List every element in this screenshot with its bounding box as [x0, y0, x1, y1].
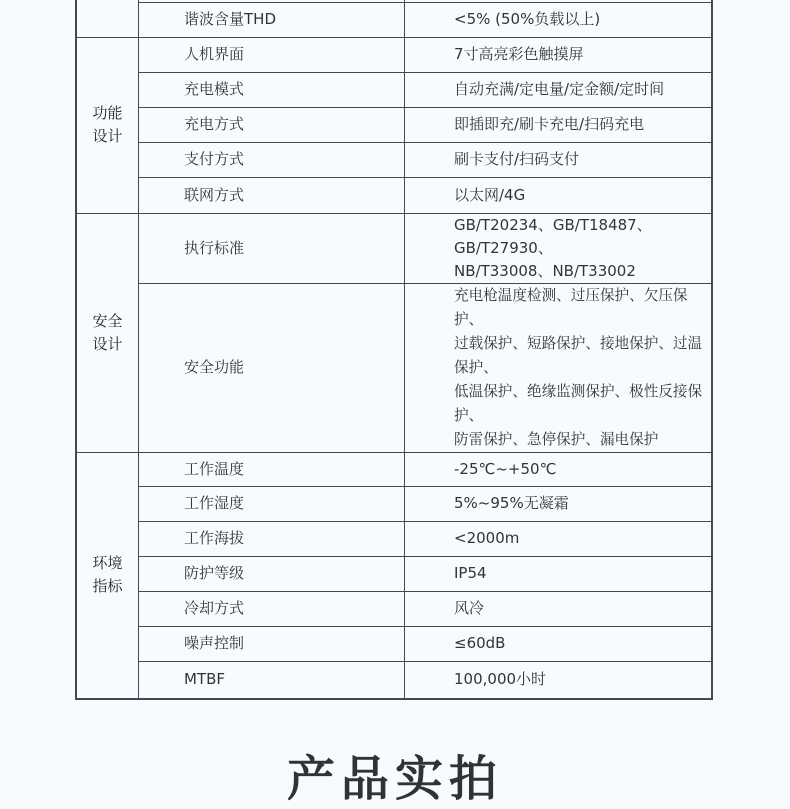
table-row — [76, 591, 712, 626]
spec-name: 充电方式 — [139, 107, 405, 142]
spec-value: ≤60dB — [405, 626, 713, 661]
table-row — [76, 486, 712, 521]
table-row — [76, 283, 712, 452]
spec-name: 工作温度 — [139, 452, 405, 486]
table-row — [76, 452, 712, 486]
table-row — [76, 107, 712, 142]
spec-name: 支付方式 — [139, 142, 405, 177]
table-row — [76, 2, 712, 37]
table-row — [76, 521, 712, 556]
spec-name: 噪声控制 — [139, 626, 405, 661]
spec-name: MTBF — [139, 661, 405, 699]
table-row — [76, 556, 712, 591]
spec-value: -25℃~+50℃ — [405, 452, 713, 486]
spec-value: 以太网/4G — [405, 177, 713, 213]
spec-name: 工作湿度 — [139, 486, 405, 521]
table-row — [76, 37, 712, 72]
table-row — [76, 177, 712, 213]
spec-value: <5% (50%负载以上) — [405, 2, 713, 37]
table-row — [76, 661, 712, 699]
group-label-function: 功能 设计 — [76, 37, 139, 213]
spec-value: 风冷 — [405, 591, 713, 626]
section-title: 产品实拍 — [286, 751, 503, 807]
table-row — [76, 72, 712, 107]
spec-name: 工作海拔 — [139, 521, 405, 556]
spec-value: IP54 — [405, 556, 713, 591]
spec-table — [75, 0, 713, 700]
spec-value: 刷卡支付/扫码支付 — [405, 142, 713, 177]
spec-name: 充电模式 — [139, 72, 405, 107]
spec-value: 100,000小时 — [405, 661, 713, 699]
spec-value: 充电枪温度检测、过压保护、欠压保护、 过载保护、短路保护、接地保护、过温保护、 低温保护、绝缘监测保护、极性反接保护、 防雷保护、急停保护、漏电保护 — [405, 283, 713, 452]
spec-name: 冷却方式 — [139, 591, 405, 626]
group-label-environment: 环境 指标 — [76, 452, 139, 699]
spec-name: 防护等级 — [139, 556, 405, 591]
spec-value: 7寸高亮彩色触摸屏 — [405, 37, 713, 72]
spec-name: 谐波含量THD — [139, 2, 405, 37]
spec-name: 执行标准 — [139, 213, 405, 283]
table-row — [76, 626, 712, 661]
spec-value: <2000m — [405, 521, 713, 556]
spec-value: 自动充满/定电量/定金额/定时间 — [405, 72, 713, 107]
spec-value: 5%~95%无凝霜 — [405, 486, 713, 521]
spec-value: GB/T20234、GB/T18487、GB/T27930、 NB/T33008、NB/T33002 — [405, 213, 713, 283]
group-label-safety: 安全 设计 — [76, 213, 139, 452]
spec-value: 即插即充/刷卡充电/扫码充电 — [405, 107, 713, 142]
spec-name: 人机界面 — [139, 37, 405, 72]
group-cell-top — [76, 0, 139, 37]
table-row — [76, 213, 712, 283]
table-row — [76, 142, 712, 177]
spec-name: 安全功能 — [139, 283, 405, 452]
spec-name: 联网方式 — [139, 177, 405, 213]
